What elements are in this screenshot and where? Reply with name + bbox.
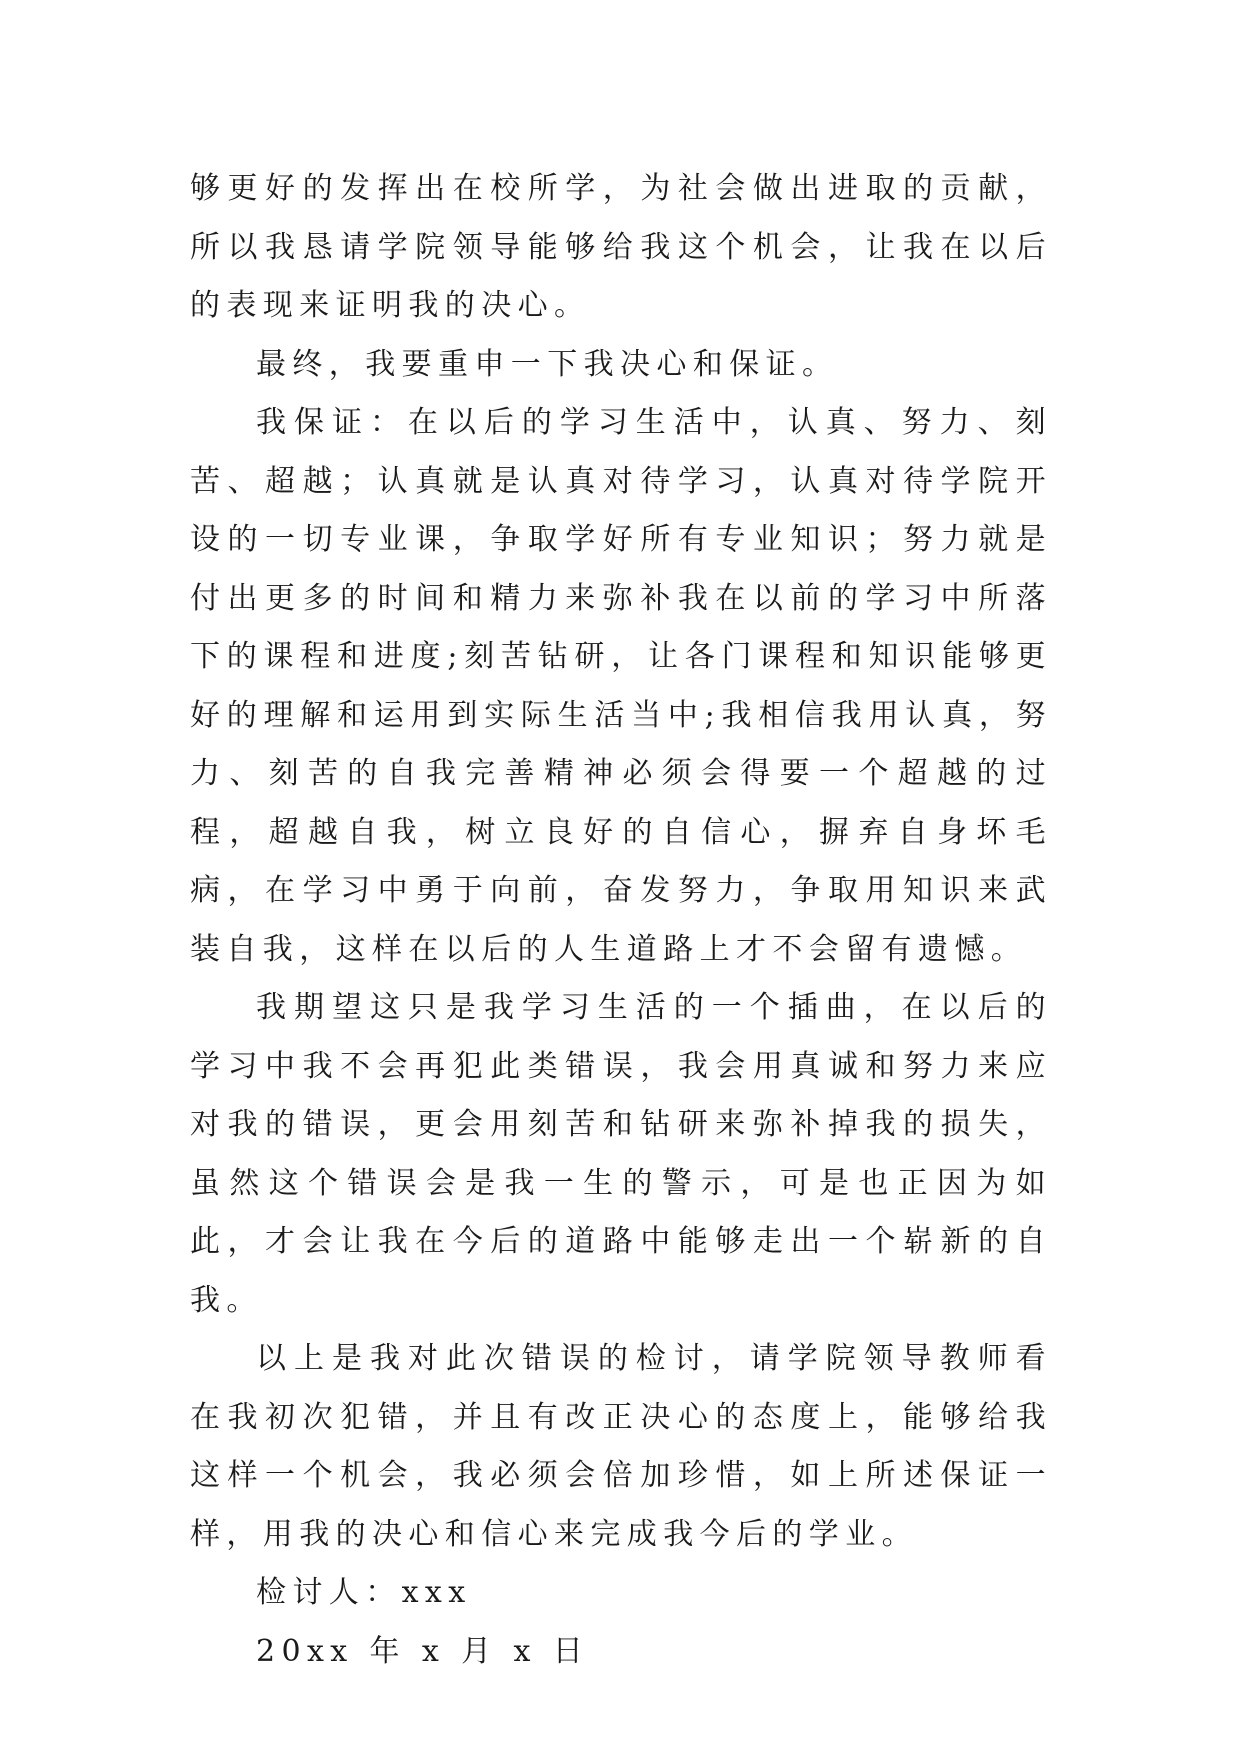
paragraph-continuation: 够更好的发挥出在校所学，为社会做出进取的贡献，所以我恳请学院领导能够给我这个机会，让我在以后的表现来证明我的决心。 — [190, 171, 1052, 323]
paragraph-guarantee: 我保证：在以后的学习生活中，认真、努力、刻苦、超越；认真就是认真对待学习，认真对待学院开设的一切专业课，争取学好所有专业知识；努力就是付出更多的时间和精力来弥补我在以前的学习中所落下的课程和进度;刻苦钻研，让各门课程和知识能够更好的理解和运用到实际生活当中;我相信我用认真，努力、刻苦的自我完善精神必须会得要一个超越的过程，超越自我，树立良好的自信心，摒弃自身坏毛病，在学习中勇于向前，奋发努力，争取用知识来武装自我，这样在以后的人生道路上才不会留有遗憾。 — [190, 405, 1052, 967]
signature-date: 20xx 年 x 月 x 日 — [256, 1633, 590, 1669]
paragraph-hope: 我期望这只是我学习生活的一个插曲，在以后的学习中我不会再犯此类错误，我会用真诚和努力来应对我的错误，更会用刻苦和钻研来弥补掉我的损失，虽然这个错误会是我一生的警示，可是也正因为如此，才会让我在今后的道路中能够走出一个崭新的自我。 — [190, 990, 1052, 1318]
paragraph-reaffirm: 最终，我要重申一下我决心和保证。 — [256, 346, 839, 382]
document-body — [190, 160, 1052, 1681]
signature-author: 检讨人：xxx — [256, 1575, 472, 1610]
paragraph-conclusion: 以上是我对此次错误的检讨，请学院领导教师看在我初次犯错，并且有改正决心的态度上，能够给我这样一个机会，我必须会倍加珍惜，如上所述保证一样，用我的决心和信心来完成我今后的学业。 — [190, 1341, 1052, 1552]
